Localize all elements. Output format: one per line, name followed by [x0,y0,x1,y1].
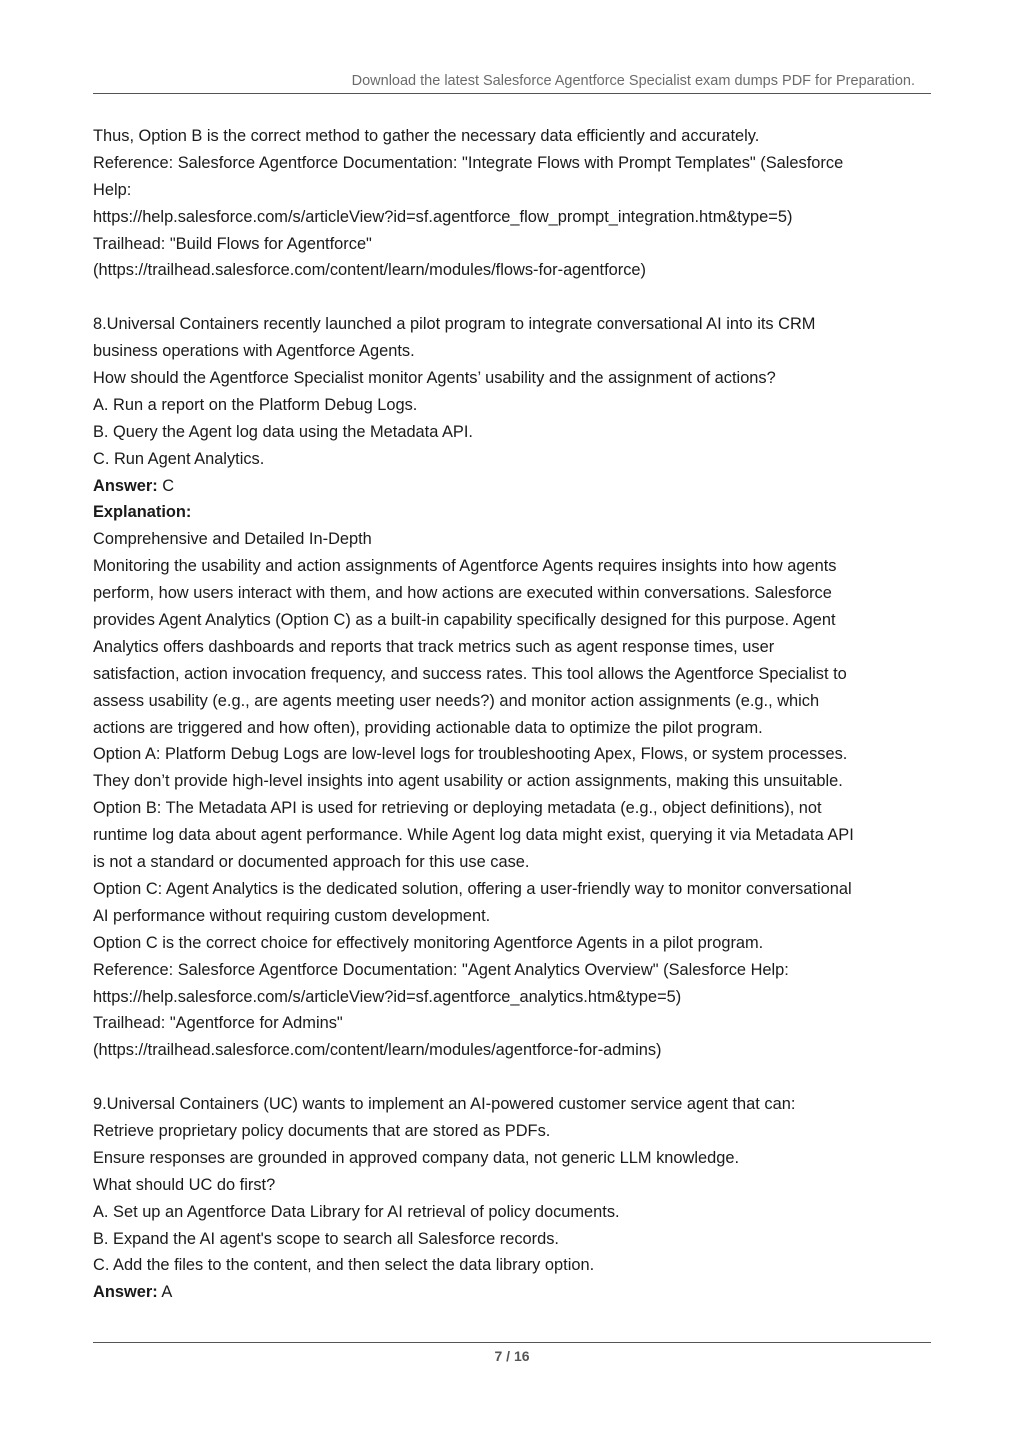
text-line: Trailhead: "Agentforce for Admins" [93,1014,343,1033]
question-8-option-a: A. Run a report on the Platform Debug Logs. [93,395,418,414]
answer-value: A [157,1283,173,1302]
text-line: Help: [93,180,132,199]
text-line: perform, how users interact with them, and how actions are executed within conversations. Salesforce [93,584,832,603]
text-line: AI performance without requiring custom development. [93,906,491,925]
question-9-option-b: B. Expand the AI agent's scope to search all Salesforce records. [93,1229,559,1248]
text-line: Comprehensive and Detailed In-Depth [93,530,372,549]
text-line: Option A: Platform Debug Logs are low-level logs for troubleshooting Apex, Flows, or system processes. [93,745,848,764]
text-line: Thus, Option B is the correct method to gather the necessary data efficiently and accurately. [93,127,760,145]
text-line: Reference: Salesforce Agentforce Documentation: "Integrate Flows with Prompt Templates" (Salesforce [93,153,844,172]
answer-label: Answer: [93,476,158,495]
answer-label: Answer: [93,1283,158,1302]
text-line: provides Agent Analytics (Option C) as a built-in capability specifically designed for this purpose. Agent [93,611,836,630]
question-9-line: 9.Universal Containers (UC) wants to implement an AI-powered customer service agent that can: [93,1095,796,1114]
answer-value: C [157,476,175,495]
text-line: https://help.salesforce.com/s/articleView?id=sf.agentforce_analytics.htm&type=5) [93,987,682,1006]
question-9-answer [93,1279,938,1306]
question-8-option-c: C. Run Agent Analytics. [93,449,265,468]
question-8-prompt: How should the Agentforce Specialist monitor Agents’ usability and the assignment of actions? [93,369,776,388]
text-line: satisfaction, action invocation frequency, and success rates. This tool allows the Agentforce Specialist to [93,664,847,683]
header-divider [93,93,931,94]
question-8-line: 8.Universal Containers recently launched a pilot program to integrate conversational AI into its CRM [93,315,816,334]
text-line: They don’t provide high-level insights into agent usability or action assignments, making this unsuitable. [93,772,843,791]
text-line: (https://trailhead.salesforce.com/content/learn/modules/flows-for-agentforce) [93,261,646,280]
text-line: assess usability (e.g., are agents meeting user needs?) and monitor action assignments (e.g., which [93,691,820,710]
question-9-line: Ensure responses are grounded in approved company data, not generic LLM knowledge. [93,1148,740,1167]
page-number: 7 / 16 [494,1348,530,1364]
page-header: Download the latest Salesforce Agentforce Specialist exam dumps PDF for Preparation. [351,73,915,89]
text-line: actions are triggered and how often), providing actionable data to optimize the pilot program. [93,718,763,737]
question-8-answer [93,473,938,500]
text-line: Reference: Salesforce Agentforce Documentation: "Agent Analytics Overview" (Salesforce Help: [93,960,789,979]
question-9-option-c: C. Add the files to the content, and then select the data library option. [93,1256,595,1275]
text-line: Analytics offers dashboards and reports that track metrics such as agent response times, user [93,637,775,656]
question-9-option-a: A. Set up an Agentforce Data Library for AI retrieval of policy documents. [93,1202,620,1221]
text-line: (https://trailhead.salesforce.com/content/learn/modules/agentforce-for-admins) [93,1041,662,1060]
text-line: Option C is the correct choice for effectively monitoring Agentforce Agents in a pilot program. [93,933,764,952]
text-line: is not a standard or documented approach for this use case. [93,853,530,872]
text-line: https://help.salesforce.com/s/articleView?id=sf.agentforce_flow_prompt_integration.htm&type=5) [93,207,793,226]
question-8-line: business operations with Agentforce Agents. [93,342,415,361]
text-line: Option B: The Metadata API is used for retrieving or deploying metadata (e.g., object definitions), not [93,799,822,818]
text-line: Monitoring the usability and action assignments of Agentforce Agents requires insights into how agents [93,557,837,576]
question-9-prompt: What should UC do first? [93,1175,276,1194]
paragraph-spacer [93,1064,938,1091]
question-8-option-b: B. Query the Agent log data using the Metadata API. [93,422,473,441]
text-line: Option C: Agent Analytics is the dedicated solution, offering a user-friendly way to monitor conversational [93,879,852,898]
question-9-line: Retrieve proprietary policy documents that are stored as PDFs. [93,1121,551,1140]
text-line: Trailhead: "Build Flows for Agentforce" [93,234,372,253]
footer-divider [93,1342,931,1343]
text-line: runtime log data about agent performance. While Agent log data might exist, querying it via Metadata API [93,826,854,845]
paragraph-spacer [93,284,938,311]
document-body [93,123,938,1306]
explanation-heading: Explanation: [93,503,192,522]
